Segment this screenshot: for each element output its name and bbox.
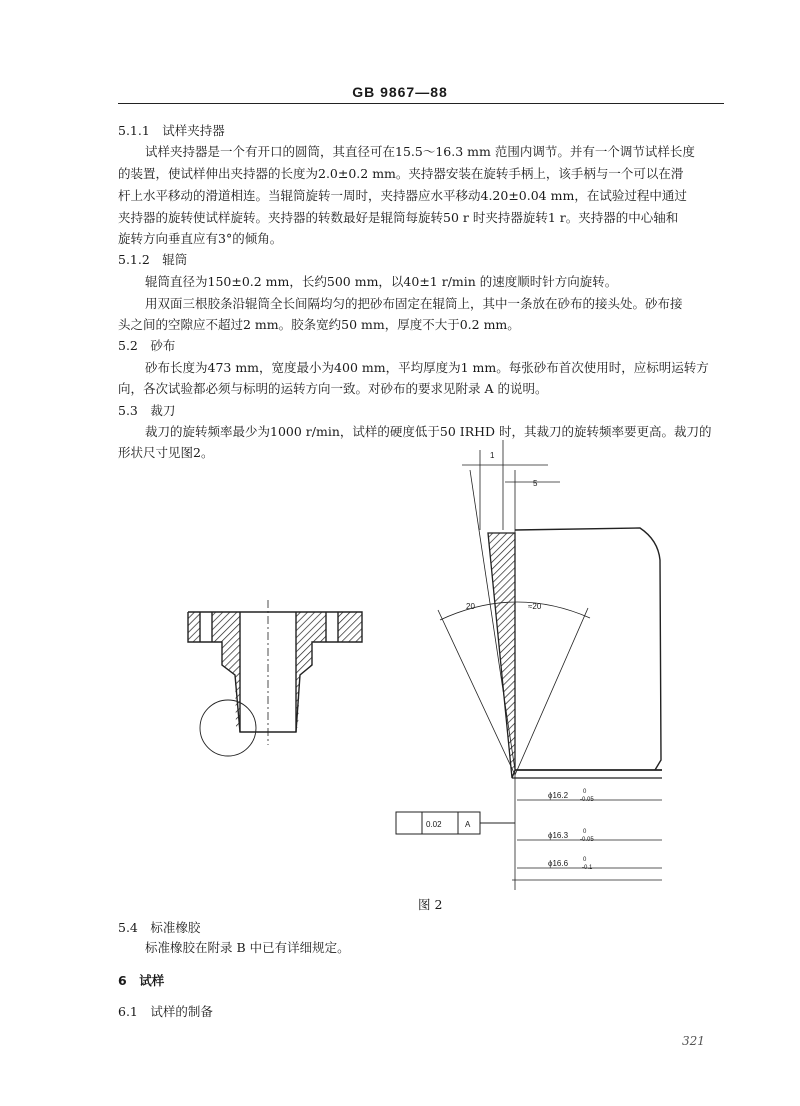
para-line: 裁刀的旋转频率最少为1000 r/min，试样的硬度低于50 IRHD 时，其裁刀的旋转频率要更高。裁刀的 [145,424,712,439]
heading-5-2: 5.2 砂布 [118,338,176,353]
dim-lower: -0.1 [582,865,593,871]
figure-caption: 图 2 [418,897,443,912]
para-line: 用双面三根胶条沿辊筒全长间隔均匀的把砂布固定在辊筒上，其中一条放在砂布的接头处。砂布接 [145,296,683,311]
dim-label: ϕ16.6 [548,859,569,868]
heading-5-1-2: 5.1.2 辊筒 [118,252,188,267]
angle-top-label: 1 [490,451,495,460]
page-number: 321 [682,1034,705,1048]
heading-6: 6 试样 [118,973,165,988]
para-line: 向，各次试验都必须与标明的运转方向一致。对砂布的要求见附录 A 的说明。 [118,381,548,396]
angle-right-label: ≈20 [528,602,542,611]
para-line: 旋转方向垂直应有3°的倾角。 [118,231,283,246]
para-line: 试样夹持器是一个有开口的圆筒，其直径可在15.5～16.3 mm 范围内调节。并有一个调节试样长度 [145,144,695,159]
para-line: 的装置，使试样伸出夹持器的长度为2.0±0.2 mm。夹持器安装在旋转手柄上，该手柄与一个可以在滑 [118,166,684,181]
dim-lower: -0.05 [580,797,594,803]
angle-side-label: 5 [533,479,538,488]
standard-header: GB 9867—88 [352,84,448,100]
heading-5-3: 5.3 裁刀 [118,403,176,418]
datum-label: A [465,820,471,829]
para-line: 辊筒直径为150±0.2 mm，长约500 mm，以40±1 r/min 的速度顺时针方向旋转。 [145,274,618,289]
dim-label: ϕ16.2 [548,791,569,800]
tolerance-value: 0.02 [426,820,442,829]
dim-lower: -0.05 [580,837,594,843]
para-line: 形状尺寸见图2。 [118,445,214,460]
heading-6-1: 6.1 试样的制备 [118,1004,213,1019]
cutter-cross-section [188,600,362,756]
para-line: 夹持器的旋转使试样旋转。夹持器的转数最好是辊筒每旋转50 r 时夹持器旋转1 r。夹持器的中心轴和 [118,210,679,225]
dim-label: ϕ16.3 [548,831,569,840]
para-line: 标准橡胶在附录 B 中已有详细规定。 [145,940,350,955]
dim-upper: 0 [583,857,587,863]
para-line: 砂布长度为473 mm，宽度最小为400 mm，平均厚度为1 mm。每张砂布首次使用时，应标明运转方 [145,360,709,375]
dim-upper: 0 [583,829,587,835]
heading-5-1-1: 5.1.1 试样夹持器 [118,123,225,138]
para-line: 头之间的空隙应不超过2 mm。胶条宽约50 mm，厚度不大于0.2 mm。 [118,317,520,332]
angle-left-label: 20 [466,602,475,611]
dim-upper: 0 [583,789,587,795]
para-line: 杆上水平移动的滑道相连。当辊筒旋转一周时，夹持器应水平移动4.20±0.04 mm，在试验过程中通过 [118,188,687,203]
heading-5-4: 5.4 标准橡胶 [118,920,201,935]
